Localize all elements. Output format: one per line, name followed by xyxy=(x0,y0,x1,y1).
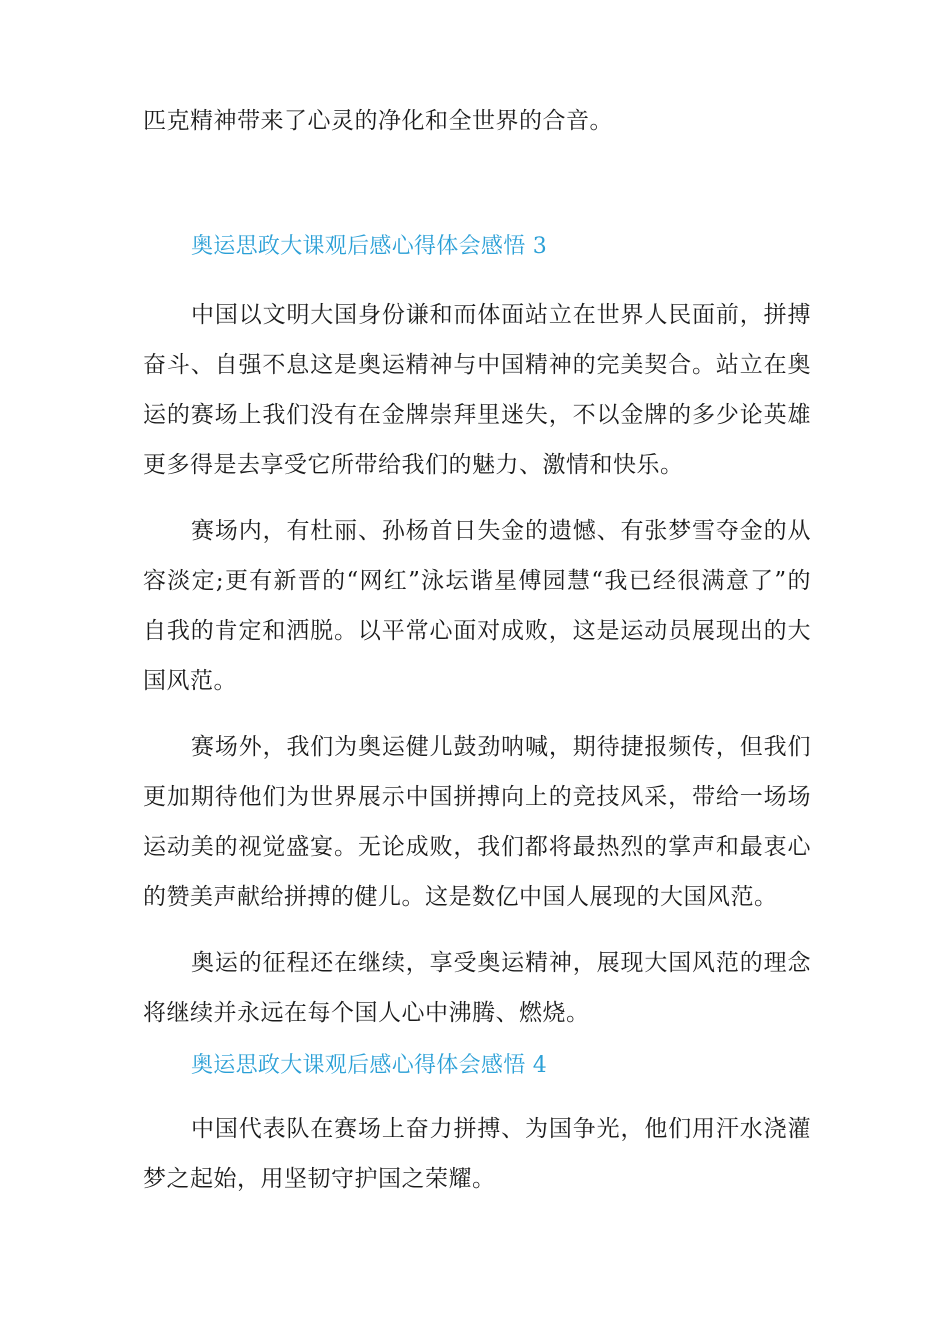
section-3-heading: 奥运思政大课观后感心得体会感悟 3 xyxy=(191,234,548,259)
section-3-paragraph-2: 赛场内，有杜丽、孙杨首日失金的遗憾、有张梦雪夺金的从容淡定;更有新晋的“网红”泳坛谐星傅园慧“我已经很满意了”的自我的肯定和洒脱。以平常心面对成败，这是运动员展现出的大国风范。 xyxy=(143,518,811,694)
section-3-paragraph-4: 奥运的征程还在继续，享受奥运精神，展现大国风范的理念将继续并永远在每个国人心中沸腾、燃烧。 xyxy=(143,950,811,1026)
section-3-paragraph-3: 赛场外，我们为奥运健儿鼓劲呐喊，期待捷报频传，但我们更加期待他们为世界展示中国拼搏向上的竞技风采，带给一场场运动美的视觉盛宴。无论成败，我们都将最热烈的掌声和最衷心的赞美声献给拼搏的健儿。这是数亿中国人展现的大国风范。 xyxy=(143,734,811,910)
continuation-paragraph: 匹克精神带来了心灵的净化和全世界的合音。 xyxy=(143,108,613,134)
section-4-heading: 奥运思政大课观后感心得体会感悟 4 xyxy=(191,1053,548,1078)
section-4-paragraph-1: 中国代表队在赛场上奋力拼搏、为国争光，他们用汗水浇灌梦之起始，用坚韧守护国之荣耀。 xyxy=(143,1116,811,1192)
section-3-paragraph-1: 中国以文明大国身份谦和而体面站立在世界人民面前，拼搏奋斗、自强不息这是奥运精神与中国精神的完美契合。站立在奥运的赛场上我们没有在金牌崇拜里迷失，不以金牌的多少论英雄更多得是去享受它所带给我们的魅力、激情和快乐。 xyxy=(143,302,811,478)
